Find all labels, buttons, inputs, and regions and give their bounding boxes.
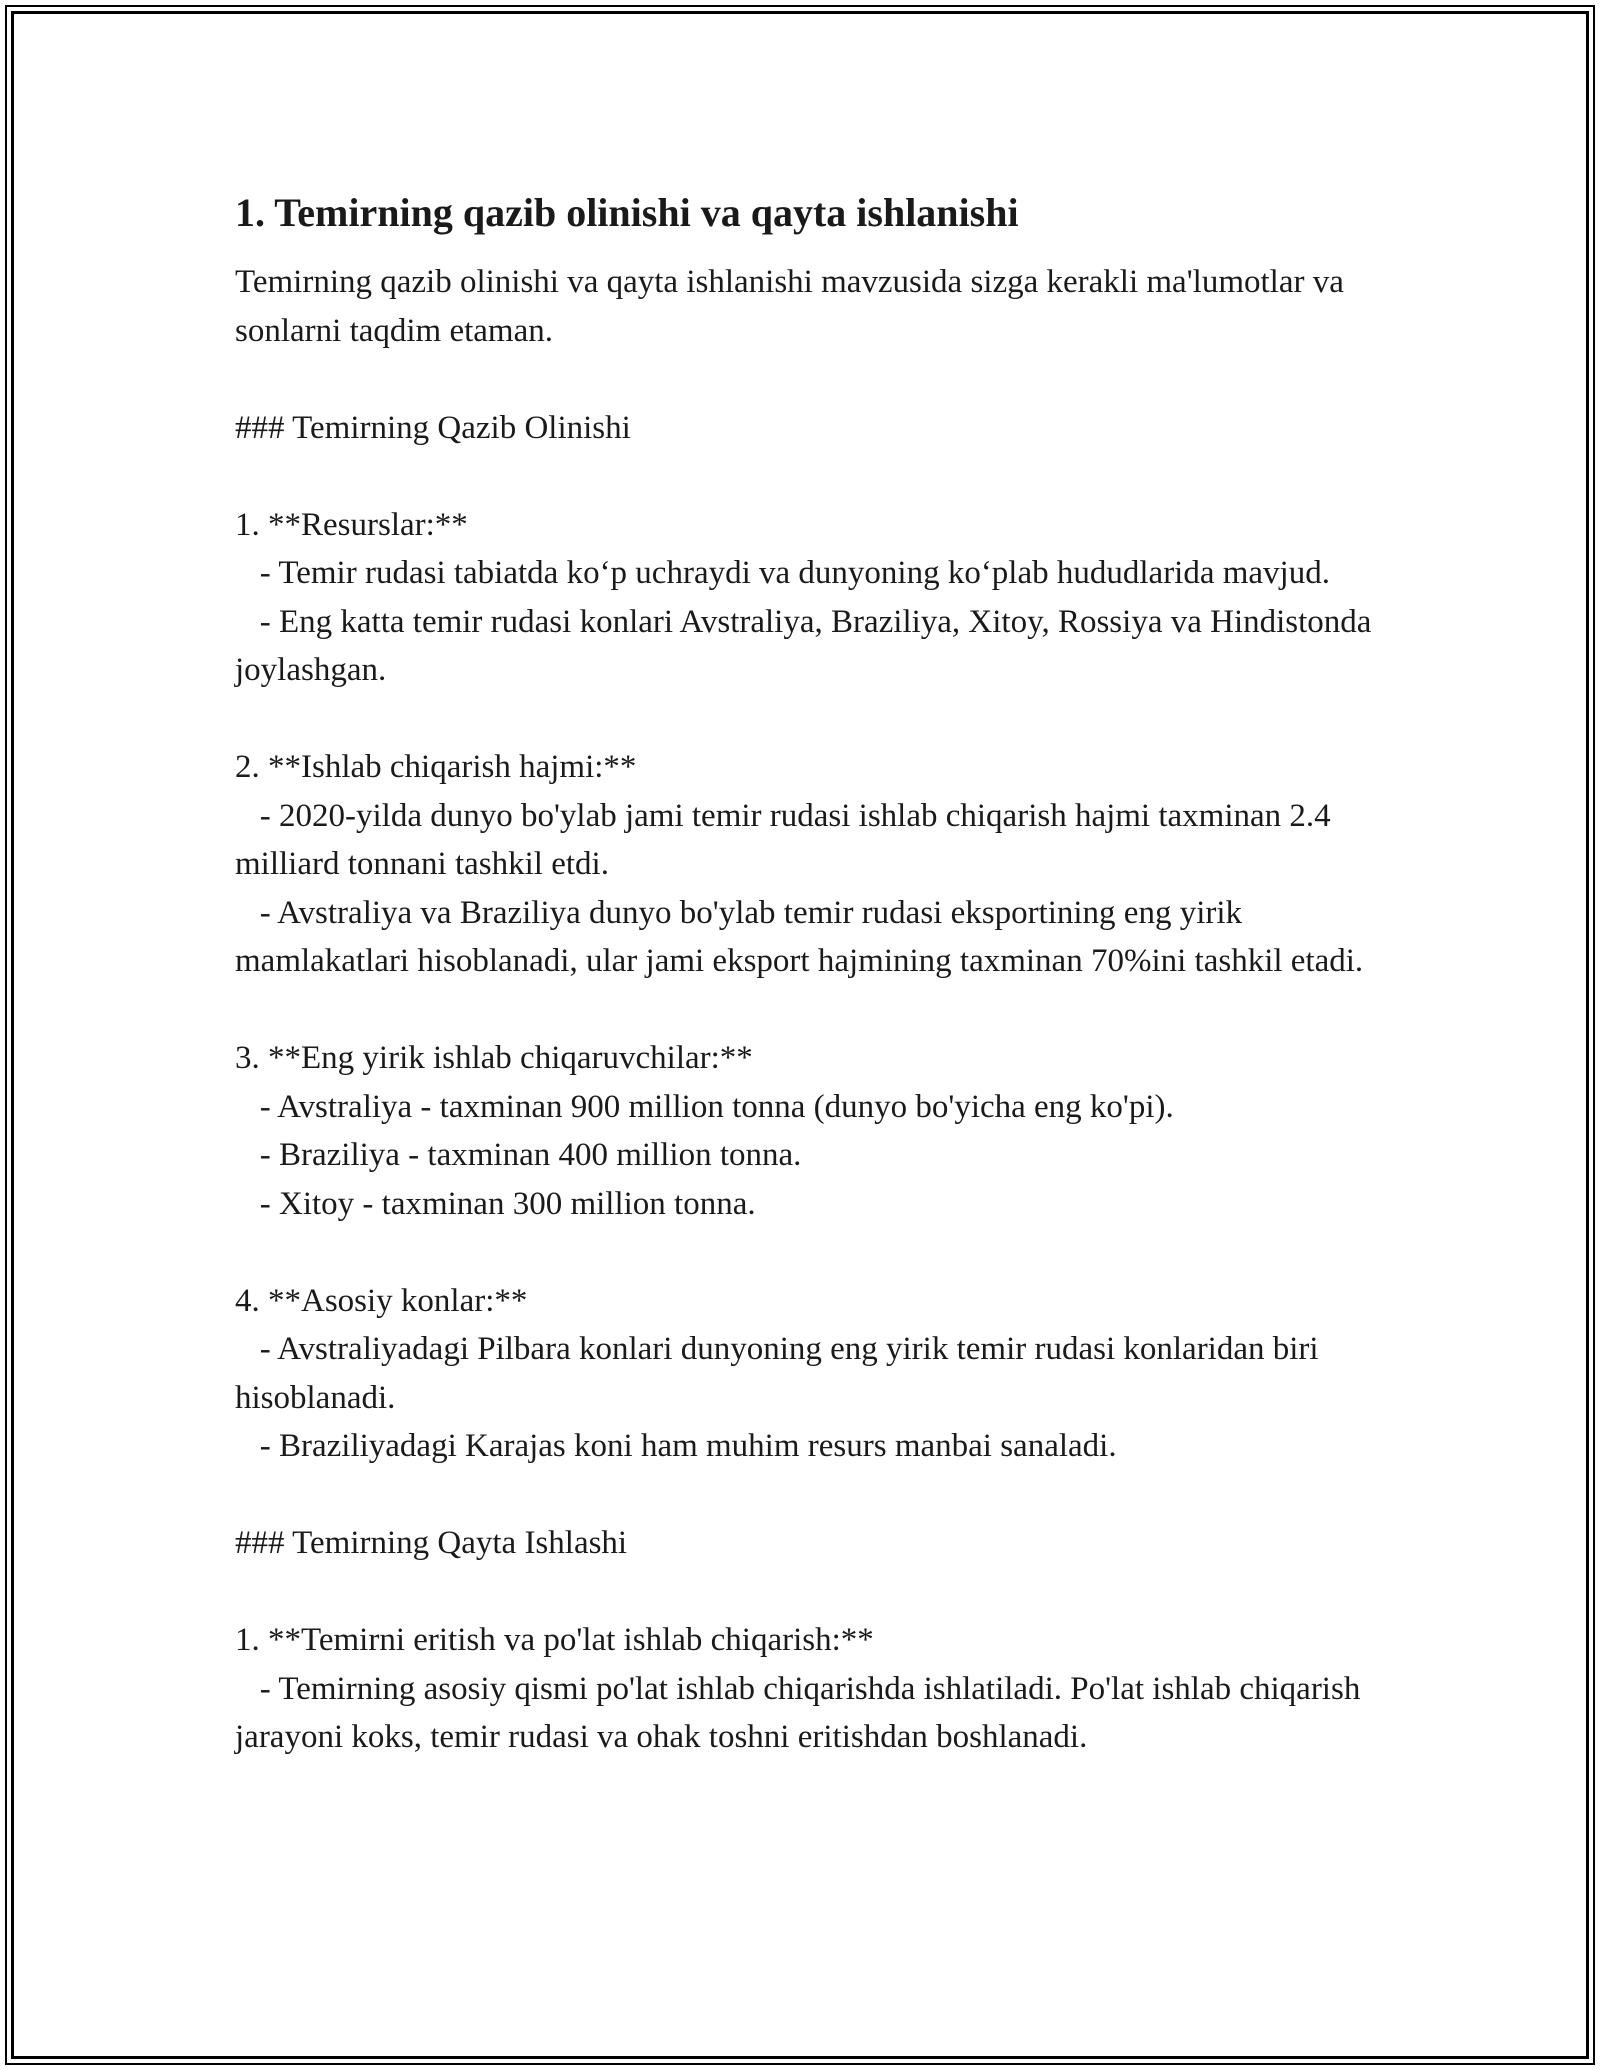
list-item-bullet: - Eng katta temir rudasi konlari Avstraliya, Braziliya, Xitoy, Rossiya va Hindistonda joylashgan. <box>235 603 1380 688</box>
document-title: 1. Temirning qazib olinishi va qayta ishlanishi <box>235 190 1019 235</box>
list-item-bullet: - Xitoy - taxminan 300 million tonna. <box>235 1185 756 1222</box>
list-item-bullet: - Temirning asosiy qismi po'lat ishlab chiqarishda ishlatiladi. Po'lat ishlab chiqarish jarayoni koks, temir rudasi va ohak toshni eritishdan boshlanadi. <box>235 1670 1369 1755</box>
list-item-bullet: - 2020-yilda dunyo bo'ylab jami temir rudasi ishlab chiqarish hajmi taxminan 2.4 milliard tonnani tashkil etdi. <box>235 797 1339 882</box>
list-item-bullet: - Avstraliyadagi Pilbara konlari dunyoning eng yirik temir rudasi konlaridan biri hisoblanadi. <box>235 1331 1327 1416</box>
blank-line <box>235 1471 1375 1520</box>
blank-line <box>235 452 1375 501</box>
list-item-label: 4. **Asosiy konlar:** <box>235 1282 528 1319</box>
list-item-label: 2. **Ishlab chiqarish hajmi:** <box>235 749 637 785</box>
intro-paragraph: Temirning qazib olinishi va qayta ishlanishi mavzusida sizga kerakli ma'lumotlar va sonlarni taqdim etaman. <box>235 264 1344 349</box>
document-body <box>235 186 1380 1762</box>
list-item-label: 3. **Eng yirik ishlab chiqaruvchilar:** <box>235 1040 753 1076</box>
list-item-bullet: - Avstraliya va Braziliya dunyo bo'ylab temir rudasi eksportining eng yirik mamlakatlari hisoblanadi, ular jami eksport hajmining taxminan 70%ini tashkil etadi. <box>235 894 1364 979</box>
list-item-bullet: - Braziliyadagi Karajas koni ham muhim resurs manbai sanaladi. <box>235 1428 1117 1464</box>
section-heading: ### Temirning Qayta Ishlashi <box>235 1525 628 1561</box>
blank-line <box>235 695 1375 744</box>
list-item-label: 1. **Resurslar:** <box>235 506 468 543</box>
list-item-bullet: - Temir rudasi tabiatda ko‘p uchraydi va dunyoning ko‘plab hududlarida mavjud. <box>235 555 1330 591</box>
list-item-label: 1. **Temirni eritish va po'lat ishlab chiqarish:** <box>235 1622 874 1658</box>
section-heading: ### Temirning Qazib Olinishi <box>235 409 631 446</box>
list-item-bullet: - Braziliya - taxminan 400 million tonna. <box>235 1137 802 1173</box>
blank-line <box>235 1228 1375 1277</box>
blank-line <box>235 1568 1375 1617</box>
section-mining <box>235 404 1380 1762</box>
list-item-bullet: - Avstraliya - taxminan 900 million tonna (dunyo bo'yicha eng ko'pi). <box>235 1088 1174 1125</box>
blank-line <box>235 986 1375 1035</box>
